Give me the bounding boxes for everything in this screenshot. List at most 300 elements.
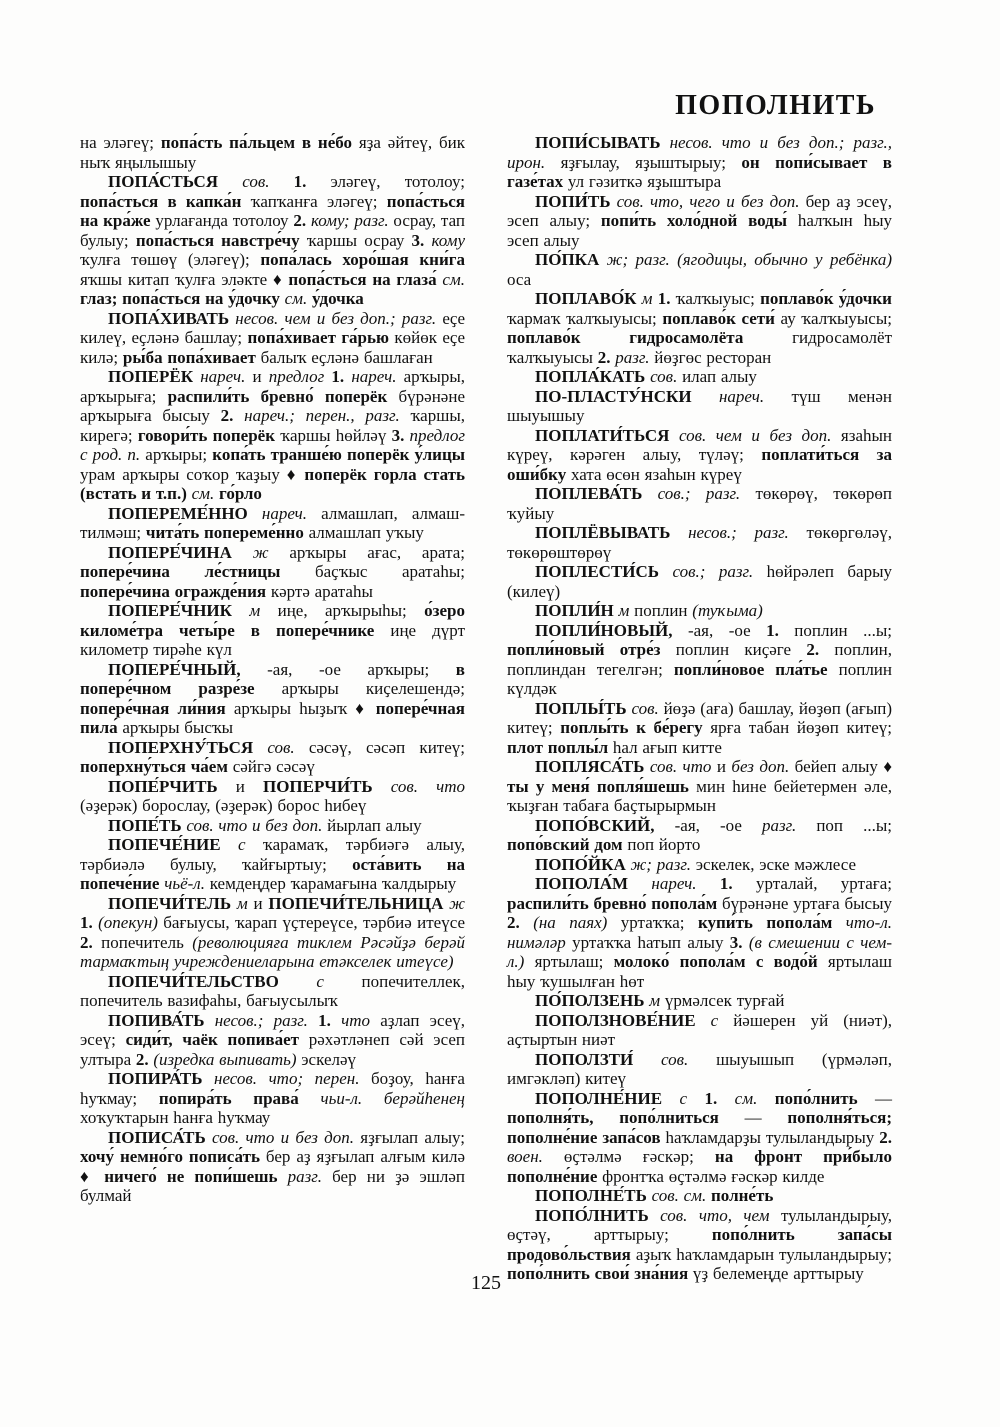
text-segment: арҡыры ағас, арата; bbox=[289, 542, 465, 562]
text-segment: ау ҡалҡыуысы; bbox=[780, 308, 893, 328]
text-segment: көйөк еҫе килә; bbox=[80, 328, 465, 367]
text-segment: бер аҙ эсеү, эсеп алыу; bbox=[507, 191, 892, 230]
text-segment: алмашлап уҡыу bbox=[308, 523, 424, 542]
text-segment: 1. bbox=[719, 874, 756, 893]
text-segment: глаз; попа́сться на у́дочку bbox=[80, 289, 285, 308]
text-segment: яҡшы китап ҡулға эләкте ♦ bbox=[80, 269, 289, 289]
text-segment: 3. bbox=[391, 425, 410, 445]
text-segment: ты у меня́ попля́шешь bbox=[507, 776, 697, 796]
text-segment: аҙыҡ һаҡламдарын тулыландырыу; bbox=[635, 1244, 893, 1264]
right-column bbox=[507, 133, 892, 1284]
dictionary-entry bbox=[80, 1128, 465, 1206]
dictionary-entry bbox=[507, 289, 892, 367]
dictionary-entry bbox=[507, 250, 892, 289]
text-segment: йәшерен уй (ниәт), аҫтыртын ниәт bbox=[507, 1010, 893, 1049]
text-segment: разг. bbox=[761, 815, 817, 835]
text-segment: сов. bbox=[650, 367, 683, 386]
headword: ПОПИВА́ТЬ bbox=[108, 1010, 215, 1030]
dictionary-entry bbox=[507, 367, 892, 387]
dictionary-entry bbox=[80, 504, 465, 543]
text-segment: попере́чная пила́ bbox=[80, 698, 465, 737]
text-segment: иңе, арҡырыһы; bbox=[277, 601, 425, 620]
headword: ПОПОЛНЕ́ТЬ bbox=[535, 1186, 652, 1205]
text-segment: попа́лась хоро́шая кни́га bbox=[260, 250, 465, 269]
text-segment: попа́сться на глаза́ bbox=[288, 269, 443, 289]
headword: ПОПЕЧИ́ТЕЛЬСТВО bbox=[108, 971, 317, 991]
headword: ПОПИРА́ТЬ bbox=[108, 1069, 215, 1088]
text-segment: попа́сться на кра́же bbox=[80, 191, 465, 230]
page-number: 125 bbox=[471, 1272, 501, 1294]
text-segment: молоко́ попола́м с водо́й bbox=[613, 952, 828, 971]
text-segment: ҡаршы, кирегә; bbox=[80, 406, 465, 445]
text-segment: м bbox=[649, 991, 665, 1010]
dictionary-entry bbox=[507, 1186, 892, 1206]
headword: ПОПА́СТЬСЯ bbox=[108, 172, 243, 191]
left-column bbox=[80, 133, 465, 1284]
text-segment: поплаво́к сети́ bbox=[662, 308, 781, 328]
text-segment: попли́новый отре́з bbox=[507, 640, 676, 659]
text-segment: нареч.; перен., разг. bbox=[244, 406, 411, 425]
text-segment: 1. bbox=[331, 367, 352, 386]
text-segment: ж; разг. bbox=[630, 854, 696, 874]
dictionary-entry bbox=[507, 699, 892, 758]
text-segment: 3. bbox=[729, 932, 749, 952]
text-segment: -ая, -ое арҡыры; bbox=[267, 659, 456, 679]
text-segment: сәйгә сәсәү bbox=[232, 757, 315, 776]
text-segment: нареч. bbox=[200, 367, 253, 386]
text-segment: с bbox=[237, 835, 263, 854]
text-segment: арҡыры киҫелешендә; bbox=[281, 679, 466, 698]
text-segment: попо́лнить свои́ зна́ния bbox=[507, 1264, 693, 1283]
text-segment: ҡулға төшөү (эләгеү); bbox=[80, 250, 261, 269]
text-segment: несов.; разг. bbox=[688, 523, 807, 542]
text-segment: төкөргөләү, төкөрөштөрөү bbox=[507, 523, 892, 562]
dictionary-entry bbox=[80, 367, 465, 504]
text-segment: говори́ть поперёк bbox=[137, 425, 281, 445]
text-segment: еҫе килеү, еҫләнә башлау; bbox=[80, 308, 465, 347]
text-segment: см. bbox=[442, 269, 465, 289]
text-segment: 1. bbox=[704, 1088, 735, 1108]
headword: ПОПЕРЕ́ЧНИК bbox=[108, 601, 250, 620]
text-segment: — bbox=[875, 1088, 893, 1108]
dictionary-entry bbox=[80, 894, 465, 972]
dictionary-entry bbox=[507, 1011, 892, 1050]
text-segment: попа́сться навстре́чу bbox=[135, 230, 307, 250]
text-segment: несов. что; перен. bbox=[214, 1069, 371, 1088]
text-segment: сов. что bbox=[390, 776, 466, 796]
headword: ПОПЛИ́НОВЫЙ, bbox=[535, 620, 688, 640]
text-segment: урталай, уртаға; bbox=[755, 874, 892, 893]
text-segment: ҡармаҡ ҡалҡыуысы; bbox=[507, 308, 663, 328]
text-segment: с bbox=[679, 1088, 705, 1108]
text-segment: ярға табан йөҙөп китеү; bbox=[710, 718, 893, 737]
dictionary-entry bbox=[507, 757, 892, 816]
dictionary-entry bbox=[80, 1011, 465, 1070]
dictionary-entry bbox=[507, 874, 892, 991]
text-segment: и bbox=[253, 893, 269, 913]
text-segment: см. bbox=[734, 1088, 775, 1108]
text-segment: сов. что bbox=[649, 757, 717, 776]
text-segment: разг. bbox=[287, 1166, 333, 1186]
text-segment: осрау, тап булыу; bbox=[80, 211, 465, 250]
text-segment: баҫҡыс аратаһы; bbox=[314, 562, 465, 581]
text-segment: он попи́сывает в газе́тах bbox=[507, 152, 892, 191]
headword: ПОПОЛЗНОВЕ́НИЕ bbox=[535, 1010, 711, 1030]
text-segment: попечитель bbox=[101, 932, 193, 952]
headword: ПОПЛЯСА́ТЬ bbox=[535, 757, 650, 776]
text-segment: м bbox=[618, 601, 635, 620]
text-segment: кому; разг. bbox=[310, 211, 394, 230]
text-segment: поперёк горла стать (встать и т.п.) bbox=[80, 464, 465, 503]
headword: ПОПЛАВО́К bbox=[535, 289, 642, 308]
dictionary-entry bbox=[80, 309, 465, 368]
text-segment: илап алыу bbox=[682, 367, 757, 386]
headword: ПО́ПОЛЗЕНЬ bbox=[535, 991, 650, 1010]
text-segment: сов. bbox=[267, 737, 309, 757]
headword: ПОПЕРХНУ́ТЬСЯ bbox=[108, 737, 268, 757]
text-segment: төкөрөү, төкөрөп ҡуйыу bbox=[507, 484, 892, 523]
dictionary-entry bbox=[80, 133, 465, 172]
headword: ПОПЕЧИ́ТЕЛЬ bbox=[108, 893, 237, 913]
text-segment: (революцияға тиклем Рәсәйҙә берәй тармаҡтың учреждениеларына етәкселек итеүсе) bbox=[80, 932, 466, 971]
text-segment: арҡыры; bbox=[145, 445, 213, 464]
text-segment: поплин, поплиндан тегелгән; bbox=[507, 640, 893, 679]
text-segment: попо́вский дом bbox=[507, 835, 628, 854]
dictionary-entry bbox=[80, 777, 465, 816]
text-segment: яҙғылап алыу; bbox=[360, 1127, 465, 1147]
text-segment: попо́лнить запа́сы продово́льствия bbox=[507, 1225, 892, 1264]
text-segment: боҙоу, һанға һуҡмау; bbox=[80, 1069, 465, 1108]
text-segment: распили́ть бревно́ попола́м bbox=[507, 893, 722, 913]
headword: ПОПЕ́ТЬ bbox=[108, 815, 187, 835]
text-segment: эскелек, эске мәжлесе bbox=[695, 854, 857, 874]
text-segment: попа́сть па́льцем в не́бо bbox=[160, 133, 359, 152]
text-segment: поплати́ться за оши́бку bbox=[507, 445, 892, 484]
text-segment: сиди́т, чаёк попива́ет bbox=[125, 1030, 309, 1049]
text-segment: хоҡуҡтарын һанға һуҡмау bbox=[80, 1108, 271, 1127]
text-segment: яҙғылау, яҙыштырыу; bbox=[560, 152, 742, 172]
text-segment: урлағанда тотолоу bbox=[155, 211, 294, 230]
text-segment: сов. что, чем bbox=[660, 1205, 781, 1225]
text-segment: балыҡ еҫләнә башлаған bbox=[260, 347, 433, 367]
text-segment: разг. bbox=[615, 347, 655, 367]
text-segment: ҡаршы һөйләү bbox=[280, 425, 392, 445]
text-segment: попа́сться в капка́н bbox=[80, 191, 251, 211]
dictionary-entry bbox=[507, 621, 892, 699]
text-segment: кәртә аратаһы bbox=[270, 581, 373, 601]
text-segment: попо́лнить bbox=[774, 1088, 876, 1108]
headword: ПОПОЛНЕ́НИЕ bbox=[535, 1088, 680, 1108]
text-segment: воен. bbox=[507, 1147, 564, 1166]
text-segment: -ая, -ое bbox=[687, 620, 767, 640]
text-segment: яртылаш; bbox=[534, 952, 614, 971]
text-segment: үрмәлсек турғай bbox=[664, 991, 785, 1010]
text-segment: попечителлек, попечитель вазифаһы, бағыусылыҡ bbox=[80, 971, 465, 1010]
text-segment: нареч. bbox=[651, 874, 720, 893]
text-segment: 1. bbox=[318, 1010, 342, 1030]
text-segment: поплаво́к гидросамолёта bbox=[507, 328, 793, 347]
text-segment: 1. bbox=[80, 913, 99, 932]
text-segment: алмашлап, алмаш-тилмәш; bbox=[80, 503, 465, 542]
text-segment: о́зеро киломе́тра четы́ре в попере́чнике bbox=[80, 601, 465, 640]
text-segment: плот поплы́л bbox=[507, 737, 613, 757]
text-segment: сәсәү, сәсәп китеү; bbox=[308, 737, 465, 757]
text-segment: го́рло bbox=[219, 484, 262, 503]
text-segment: поп ...ы; bbox=[816, 815, 892, 835]
text-segment: ж bbox=[449, 893, 465, 913]
text-segment: бағыусы, ҡарап үҫтереүсе, тәрбиә итеүсе bbox=[163, 913, 465, 932]
text-segment: на эләгеү; bbox=[80, 133, 161, 152]
text-segment: бейеп алыу ♦ bbox=[794, 757, 892, 776]
text-segment: ҡапҡанға эләгеү; bbox=[250, 191, 387, 211]
text-segment: (опекун) bbox=[98, 913, 164, 932]
text-segment: с bbox=[710, 1010, 734, 1030]
text-segment: попли́новое пла́тье bbox=[673, 659, 839, 679]
text-segment: 2. bbox=[220, 406, 245, 425]
text-segment: кемдеңдер ҡарамағына ҡалдырыу bbox=[209, 874, 457, 893]
text-segment: попере́чина огражде́ния bbox=[80, 581, 271, 601]
text-segment: и bbox=[716, 757, 732, 776]
headword: ПОПОЛА́М bbox=[535, 874, 652, 893]
text-segment: см. bbox=[284, 289, 313, 308]
text-segment: на фронт при́было пополне́ние bbox=[507, 1147, 892, 1186]
headword: ПОПО́ВСКИЙ, bbox=[535, 815, 675, 835]
text-segment: оста́вить на попече́ние bbox=[80, 854, 465, 893]
text-segment: сов. bbox=[631, 698, 664, 718]
text-segment: распили́ть бревно́ поперёк bbox=[167, 386, 399, 406]
text-segment: урам арҡыры соҡор ҡаҙыу ♦ bbox=[80, 464, 305, 484]
text-segment: яҙа әйтеү, бик ныҡ яңылышыу bbox=[80, 133, 465, 172]
text-segment: ж bbox=[252, 542, 290, 562]
text-segment: ры́ба попа́хивает bbox=[122, 347, 261, 367]
text-segment: 1. bbox=[766, 620, 795, 640]
headword: ПОПЛА́КАТЬ bbox=[535, 367, 651, 386]
text-segment: копа́ть транше́ю поперёк у́лицы bbox=[212, 445, 466, 464]
text-segment: сов.; разг. bbox=[657, 484, 756, 503]
text-segment: с bbox=[316, 971, 362, 991]
text-segment: попере́чина ле́стницы bbox=[80, 562, 315, 581]
text-segment: ҡаршы осрау bbox=[306, 230, 412, 250]
headword: ПОПА́ХИВАТЬ bbox=[108, 308, 236, 328]
text-segment: һаҡламдарҙы тулыландырыу bbox=[665, 1127, 880, 1147]
dictionary-entry bbox=[507, 991, 892, 1011]
text-segment: фронтҡа өҫтәлмә ғәскәр килде bbox=[602, 1166, 825, 1186]
text-segment: поплин bbox=[634, 601, 693, 620]
text-segment: (туҡыма) bbox=[692, 601, 763, 620]
text-segment: предлог с род. п. bbox=[80, 425, 465, 464]
text-segment: 2. bbox=[135, 1049, 154, 1069]
text-segment: несов.; разг. bbox=[214, 1010, 319, 1030]
dictionary-entry bbox=[80, 660, 465, 738]
headword: ПОПОЛЗТИ́ bbox=[535, 1049, 662, 1069]
headword: ПОПИ́ТЬ bbox=[535, 191, 617, 211]
text-segment: үҙ белемеңде арттырыу bbox=[692, 1264, 864, 1283]
text-segment: без доп. bbox=[731, 757, 795, 776]
text-segment: йөҙгөс ресторан bbox=[654, 347, 772, 367]
headword: ПО-ПЛАСТУ́НСКИ bbox=[535, 386, 719, 406]
text-segment: шыуышып (үрмәләп, имгәкләп) китеү bbox=[507, 1049, 892, 1088]
dictionary-entry bbox=[507, 1050, 892, 1089]
text-segment: бер аҙ яҙғылап алғым килә ♦ bbox=[80, 1147, 465, 1186]
text-segment: һалҡын һыу эсеп алыу bbox=[507, 211, 892, 250]
text-segment: эләгеү, тотолоу; bbox=[330, 172, 465, 191]
text-segment: уртаҡҡа; bbox=[620, 913, 698, 932]
headword: ПОПЛИ́Н bbox=[535, 601, 619, 620]
text-segment: эскеләү bbox=[301, 1049, 357, 1069]
text-segment: сов. что, чего и без доп. bbox=[616, 191, 806, 211]
headword: ПОПЛЫ́ТЬ bbox=[535, 698, 632, 718]
text-segment: 3. bbox=[411, 230, 432, 250]
text-segment: уртаҡҡа һатып алыу bbox=[572, 932, 730, 952]
text-segment: ничего́ не попи́шешь bbox=[104, 1166, 288, 1186]
headword: ПОПЛЁВЫВАТЬ bbox=[535, 523, 689, 542]
text-segment: пополня́ться; пополне́ние запа́сов bbox=[507, 1108, 892, 1147]
text-segment: попа́хивает га́рью bbox=[247, 328, 395, 347]
headword: ПОПЕЧЕ́НИЕ bbox=[108, 835, 238, 854]
text-segment: купи́ть попола́м bbox=[697, 913, 846, 932]
text-segment: арҡыры, арҡырыға; bbox=[80, 367, 465, 406]
text-segment: хата өсөн язаһын күреү bbox=[570, 464, 742, 484]
text-segment: (әҙерәк) борослау, (әҙерәк) борос һибеү bbox=[80, 796, 367, 815]
text-segment: тулыландырыу, өҫтәү, арттырыу; bbox=[507, 1205, 892, 1244]
text-segment: м bbox=[236, 893, 254, 913]
text-segment: бер ни ҙә эшләп булмай bbox=[80, 1166, 466, 1205]
text-segment: 2. bbox=[806, 640, 835, 659]
headword: ПОПИСА́ТЬ bbox=[108, 1127, 212, 1147]
running-head: ПОПОЛНИТЬ bbox=[675, 90, 876, 121]
text-segment: чьё-л. bbox=[164, 874, 210, 893]
text-segment: попира́ть права́ bbox=[158, 1088, 321, 1108]
headword: ПОПЛАТИ́ТЬСЯ bbox=[535, 425, 679, 445]
text-segment: өҫтәлмә ғәскәр; bbox=[563, 1147, 715, 1166]
text-segment: 1. bbox=[293, 172, 331, 191]
text-segment: см. bbox=[191, 484, 220, 503]
text-segment: сов. что и без доп. bbox=[211, 1127, 361, 1147]
text-segment: что-л. нимәләр bbox=[507, 913, 892, 952]
headword: ПОПЕРЕ́ЧИНА bbox=[108, 542, 253, 562]
text-segment: поплаво́к у́дочки bbox=[760, 289, 892, 308]
text-segment: несов. чем и без доп.; разг. bbox=[235, 308, 443, 328]
text-segment: поплин күлдәк bbox=[507, 659, 892, 698]
text-segment: һөйрәлеп барыу (килеү) bbox=[507, 562, 892, 601]
text-segment: йөҙә (аға) башлау, йөҙөп (ағып) китеү; bbox=[507, 698, 892, 737]
text-segment: поплы́ть к бе́регу bbox=[560, 718, 711, 737]
text-segment: -ая, -ое bbox=[674, 815, 762, 835]
dictionary-entry bbox=[80, 601, 465, 660]
dictionary-entry bbox=[507, 816, 892, 855]
dictionary-entry bbox=[507, 855, 892, 875]
text-segment: ул гәзиткә яҙыштыра bbox=[567, 172, 722, 191]
text-segment: рәхәтләнеп сәй эсеп ултыра bbox=[80, 1030, 466, 1069]
text-segment: бүрәнәне уртаға бысыу bbox=[721, 893, 892, 913]
text-segment: йырлап алыу bbox=[327, 815, 422, 835]
text-segment: пополня́ть, попо́лниться bbox=[507, 1108, 745, 1127]
dictionary-entry bbox=[80, 738, 465, 777]
headword: ПОПО́ЛНИТЬ bbox=[535, 1205, 661, 1225]
text-segment: поп йорто bbox=[627, 835, 701, 854]
text-segment: и bbox=[235, 776, 263, 796]
text-segment: сов. чем и без доп. bbox=[678, 425, 841, 445]
text-segment: м bbox=[641, 289, 658, 308]
dictionary-entry bbox=[507, 387, 892, 426]
text-segment: предлог bbox=[268, 367, 332, 386]
dictionary-entry bbox=[507, 484, 892, 523]
text-segment: 2. bbox=[597, 347, 616, 367]
text-segment: (в смешении с чем-л.) bbox=[507, 932, 892, 971]
text-segment: нареч. bbox=[351, 367, 404, 386]
text-segment: ж; разг. (ягодицы, обычно у ребёнка) bbox=[606, 250, 892, 269]
text-segment: чита́ть попереме́нно bbox=[145, 523, 309, 542]
text-segment: в попере́чном разре́зе bbox=[80, 659, 465, 698]
text-segment: нареч. bbox=[718, 386, 792, 406]
text-segment: м bbox=[249, 601, 278, 620]
text-segment: яртылаш һыу ҡушылған һөт bbox=[507, 952, 892, 991]
text-segment: 2. bbox=[879, 1127, 892, 1147]
text-segment: кому bbox=[431, 230, 465, 250]
dictionary-entry bbox=[507, 601, 892, 621]
headword: ПОПЕ́РЧИТЬ bbox=[108, 776, 236, 796]
text-segment: иңе дүрт километр тирәһе күл bbox=[80, 620, 465, 659]
text-segment: һал ағып китте bbox=[612, 737, 722, 757]
headword: ПОПО́ЙКА bbox=[535, 854, 631, 874]
text-segment: у́дочка bbox=[312, 289, 364, 308]
text-segment: поплин ...ы; bbox=[794, 620, 892, 640]
text-segment: хочу́ немно́го пописа́ть bbox=[80, 1147, 266, 1166]
text-segment: 2. bbox=[80, 932, 102, 952]
dictionary-entry bbox=[80, 1069, 465, 1128]
text-segment: нареч. bbox=[261, 503, 322, 523]
text-segment: түш менән шыуышыу bbox=[507, 386, 892, 425]
headword: ПОПИ́СЫВАТЬ bbox=[535, 133, 670, 152]
headword: ПОПЛЕСТИ́СЬ bbox=[535, 562, 673, 581]
dictionary-entry bbox=[507, 192, 892, 251]
text-segment: (на паях) bbox=[533, 913, 621, 932]
text-segment: оса bbox=[507, 269, 532, 289]
text-segment: ҡалҡыуыс; bbox=[675, 289, 761, 308]
text-segment: поперхну́ться ча́ем bbox=[80, 757, 233, 776]
text-segment: что bbox=[341, 1010, 381, 1030]
dictionary-entry bbox=[80, 543, 465, 602]
headword: ПОПЕРЁК bbox=[108, 367, 201, 386]
headword: ПО́ПКА bbox=[535, 250, 607, 269]
text-segment: гидросамолёт ҡалҡыуысы bbox=[507, 328, 892, 367]
dictionary-entry bbox=[507, 523, 892, 562]
text-segment: мин һине бейетермен әле, ҡыҙған табаға баҫтырырмын bbox=[507, 776, 893, 815]
dictionary-entry bbox=[80, 835, 465, 894]
text-segment: и bbox=[252, 367, 269, 386]
text-segment: арҡыры бысҡы bbox=[122, 718, 234, 737]
headword: ПОПЛЕВА́ТЬ bbox=[535, 484, 658, 503]
headword: ПОПЕРЕМЕ́ННО bbox=[108, 503, 262, 523]
text-segment: ПОПЕРЧИ́ТЬ bbox=[262, 776, 391, 796]
dictionary-entry bbox=[80, 172, 465, 309]
text-segment: сов. см. bbox=[651, 1186, 712, 1205]
text-segment: бүрәнәне арҡырыға бысыу bbox=[80, 386, 465, 425]
text-segment: поплин киҫәге bbox=[675, 640, 807, 659]
text-segment: арҡыры һыҙыҡ ♦ bbox=[233, 698, 376, 718]
text-segment: чьи-л. берәйһенең bbox=[320, 1088, 465, 1108]
text-segment: 2. bbox=[507, 913, 534, 932]
text-segment: полне́ть bbox=[711, 1186, 774, 1205]
text-segment: (изредка выпивать) bbox=[153, 1049, 302, 1069]
text-segment: сов. что и без доп. bbox=[186, 815, 328, 835]
dictionary-entry bbox=[80, 816, 465, 836]
text-segment: 2. bbox=[293, 211, 311, 230]
text-segment: несов. что и без доп.; разг., ирон. bbox=[507, 133, 892, 172]
text-segment: ПОПЕЧИ́ТЕЛЬНИЦА bbox=[268, 893, 450, 913]
text-segment: сов.; разг. bbox=[672, 562, 767, 581]
text-segment: попи́ть холо́дной воды́ bbox=[600, 211, 798, 230]
